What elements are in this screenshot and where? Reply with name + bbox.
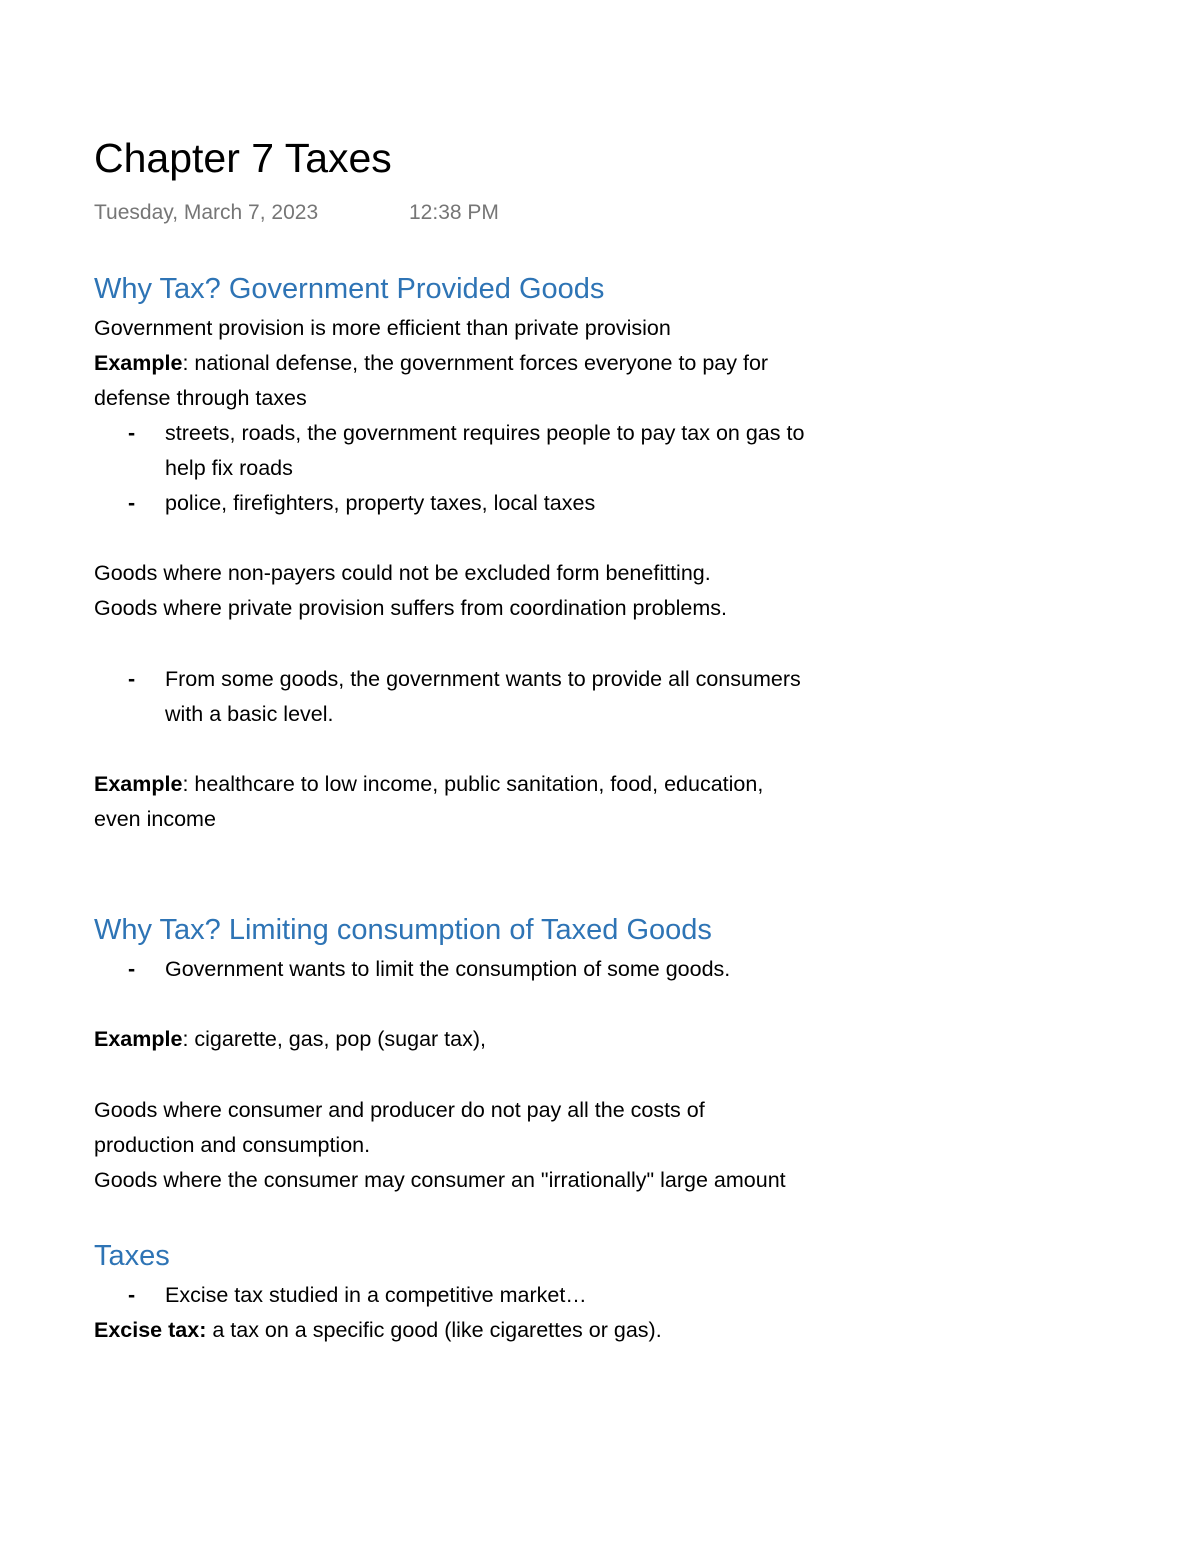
example-label: Example: [94, 1027, 183, 1051]
list-item-continued: help fix roads: [165, 456, 293, 480]
paragraph: Government provision is more efficient than private provision: [94, 316, 671, 340]
example-text: : national defense, the government forces everyone to pay for: [182, 351, 769, 375]
section-heading-government-provided-goods: Why Tax? Government Provided Goods: [94, 273, 605, 305]
list-item: Excise tax studied in a competitive market…: [165, 1283, 587, 1307]
list-item: Government wants to limit the consumption of some goods.: [165, 957, 731, 981]
definition-paragraph: [94, 1313, 662, 1348]
bullet-marker: -: [128, 957, 136, 981]
paragraph: Goods where the consumer may consumer an "irrationally" large amount: [94, 1168, 786, 1192]
bullet-marker: -: [128, 1283, 136, 1307]
paragraph: Goods where consumer and producer do not pay all the costs of: [94, 1098, 705, 1122]
example-text: : cigarette, gas, pop (sugar tax),: [182, 1027, 486, 1051]
example-paragraph-continued: even income: [94, 807, 216, 831]
definition-text: a tax on a specific good (like cigarettes or gas).: [206, 1318, 662, 1342]
paragraph: Goods where non-payers could not be excluded form benefitting.: [94, 561, 711, 585]
definition-label: Excise tax:: [94, 1318, 207, 1342]
page-title: Chapter 7 Taxes: [94, 135, 392, 181]
bullet-marker: -: [128, 491, 136, 515]
example-paragraph: [94, 1022, 486, 1057]
list-item-continued: with a basic level.: [165, 702, 334, 726]
section-heading-limiting-consumption: Why Tax? Limiting consumption of Taxed Goods: [94, 914, 712, 946]
example-label: Example: [94, 351, 183, 375]
page-date: Tuesday, March 7, 2023: [94, 201, 319, 224]
example-label: Example: [94, 772, 183, 796]
bullet-marker: -: [128, 421, 136, 445]
paragraph: Goods where private provision suffers from coordination problems.: [94, 596, 727, 620]
section-heading-taxes: Taxes: [94, 1240, 170, 1272]
example-paragraph: [94, 767, 763, 802]
bullet-marker: -: [128, 667, 136, 691]
paragraph-continued: production and consumption.: [94, 1133, 371, 1157]
list-item: streets, roads, the government requires people to pay tax on gas to: [165, 421, 805, 445]
example-text: : healthcare to low income, public sanitation, food, education,: [182, 772, 764, 796]
list-item: police, firefighters, property taxes, local taxes: [165, 491, 596, 515]
page-time: 12:38 PM: [409, 201, 499, 224]
list-item: From some goods, the government wants to provide all consumers: [165, 667, 801, 691]
example-paragraph-continued: defense through taxes: [94, 386, 307, 410]
example-paragraph: [94, 346, 768, 381]
